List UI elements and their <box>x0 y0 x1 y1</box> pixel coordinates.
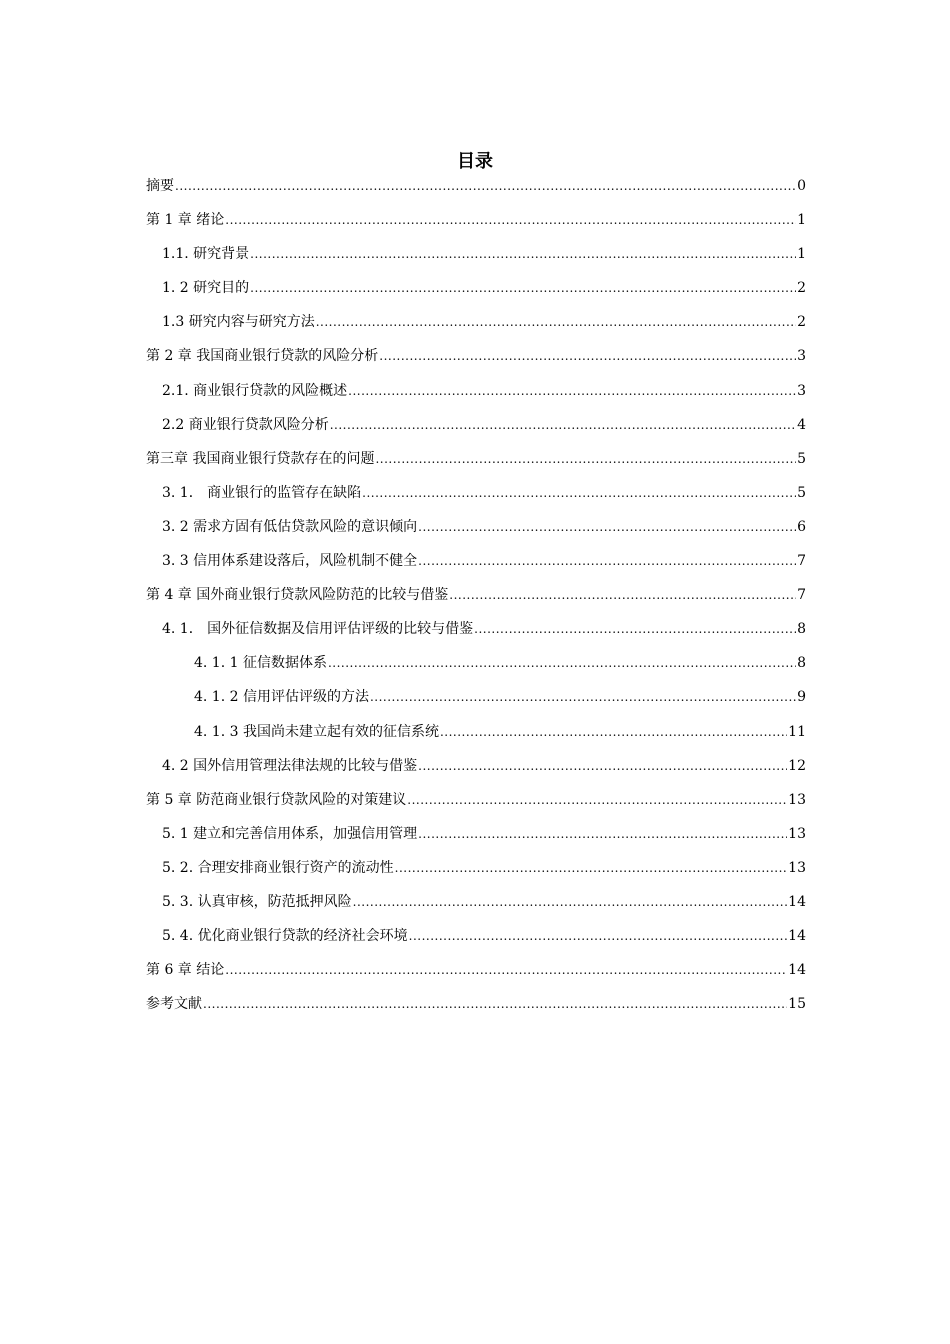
toc-entry-label: 第 4 章 国外商业银行贷款风险防范的比较与借鉴 <box>146 587 449 604</box>
toc-entry-label: 4. 1. 1 征信数据体系 <box>194 655 327 672</box>
toc-entry-page-number: 2 <box>797 314 806 331</box>
toc-dot-leader <box>418 549 796 573</box>
toc-entry-label: 2.2 商业银行贷款风险分析 <box>162 416 329 433</box>
toc-dot-leader <box>474 617 796 641</box>
toc-entry-page-number: 14 <box>788 893 806 910</box>
toc-dot-leader <box>250 242 796 266</box>
toc-entry[interactable] <box>146 549 806 583</box>
toc-entry-label: 1.1. 研究背景 <box>162 246 250 263</box>
toc-dot-leader <box>379 344 796 368</box>
toc-entry-label: 4. 1. 2 信用评估评级的方法 <box>194 689 369 706</box>
toc-entry[interactable] <box>146 515 806 549</box>
toc-entry-label: 5. 4. 优化商业银行贷款的经济社会环境 <box>162 928 408 945</box>
toc-title: 目录 <box>457 151 493 172</box>
toc-entry[interactable] <box>146 242 806 276</box>
toc-dot-leader <box>203 992 787 1016</box>
toc-entry-page-number: 13 <box>788 791 806 808</box>
toc-entry-label: 4. 2 国外信用管理法律法规的比较与借鉴 <box>162 757 418 774</box>
toc-dot-leader <box>316 310 796 334</box>
toc-entry[interactable] <box>146 651 806 685</box>
toc-dot-leader <box>418 822 787 846</box>
toc-entry-page-number: 6 <box>797 518 806 535</box>
toc-entry-label: 3. 1． 商业银行的监管存在缺陷 <box>162 484 362 501</box>
toc-entry[interactable] <box>146 958 806 992</box>
toc-entry-label: 5. 3. 认真审核，防范抵押风险 <box>162 893 352 910</box>
toc-entry[interactable] <box>146 481 806 515</box>
toc-dot-leader <box>362 481 796 505</box>
toc-dot-leader <box>250 276 796 300</box>
toc-entry-label: 摘要 <box>146 178 174 194</box>
table-of-contents <box>146 174 806 1026</box>
toc-entry-label: 第 1 章 绪论 <box>146 212 225 229</box>
toc-entry[interactable] <box>146 992 806 1026</box>
toc-entry-page-number: 7 <box>797 587 806 604</box>
toc-entry-label: 5. 2. 合理安排商业银行资产的流动性 <box>162 859 394 876</box>
toc-entry-label: 3. 3 信用体系建设落后，风险机制不健全 <box>162 553 418 570</box>
toc-dot-leader <box>418 754 787 778</box>
toc-entry[interactable] <box>146 822 806 856</box>
toc-dot-leader <box>449 583 796 607</box>
toc-entry-page-number: 9 <box>797 689 806 706</box>
toc-entry[interactable] <box>146 276 806 310</box>
toc-entry-page-number: 14 <box>788 962 806 979</box>
toc-entry-label: 4. 1. 3 我国尚未建立起有效的征信系统 <box>194 723 439 740</box>
toc-entry[interactable] <box>146 447 806 481</box>
toc-entry-page-number: 13 <box>788 825 806 842</box>
toc-dot-leader <box>353 890 788 914</box>
toc-dot-leader <box>395 856 788 880</box>
toc-entry-page-number: 14 <box>788 928 806 945</box>
toc-entry-page-number: 0 <box>797 178 806 194</box>
toc-dot-leader <box>175 174 796 198</box>
toc-entry[interactable] <box>146 685 806 719</box>
toc-entry-page-number: 2 <box>797 280 806 297</box>
toc-entry-label: 4. 1． 国外征信数据及信用评估评级的比较与借鉴 <box>162 621 474 638</box>
toc-entry-page-number: 12 <box>788 757 806 774</box>
toc-entry-page-number: 11 <box>788 723 806 740</box>
toc-entry-label: 第三章 我国商业银行贷款存在的问题 <box>146 450 375 467</box>
toc-entry-page-number: 5 <box>797 484 806 501</box>
toc-dot-leader <box>370 685 796 709</box>
toc-entry[interactable] <box>146 344 806 378</box>
toc-entry[interactable] <box>146 856 806 890</box>
toc-entry[interactable] <box>146 174 806 208</box>
toc-dot-leader <box>440 720 787 744</box>
toc-dot-leader <box>225 958 787 982</box>
toc-dot-leader <box>225 208 796 232</box>
toc-entry-page-number: 8 <box>797 655 806 672</box>
toc-entry-page-number: 3 <box>797 348 806 365</box>
toc-dot-leader <box>348 379 796 403</box>
toc-entry-page-number: 1 <box>797 246 806 263</box>
toc-entry-page-number: 5 <box>797 450 806 467</box>
toc-entry[interactable] <box>146 583 806 617</box>
toc-entry-label: 5. 1 建立和完善信用体系，加强信用管理 <box>162 825 418 842</box>
toc-entry-label: 第 6 章 结论 <box>146 962 225 979</box>
toc-entry[interactable] <box>146 379 806 413</box>
toc-entry[interactable] <box>146 754 806 788</box>
toc-dot-leader <box>328 651 796 675</box>
toc-entry[interactable] <box>146 208 806 242</box>
toc-dot-leader <box>418 515 796 539</box>
toc-entry-label: 第 2 章 我国商业银行贷款的风险分析 <box>146 348 379 365</box>
toc-entry-page-number: 1 <box>797 212 806 229</box>
toc-entry-page-number: 13 <box>788 859 806 876</box>
toc-entry[interactable] <box>146 890 806 924</box>
toc-entry[interactable] <box>146 788 806 822</box>
toc-entry-label: 1. 2 研究目的 <box>162 280 250 297</box>
toc-entry-label: 参考文献 <box>146 996 202 1013</box>
toc-entry-page-number: 3 <box>797 382 806 399</box>
toc-entry[interactable] <box>146 720 806 754</box>
toc-entry-label: 第 5 章 防范商业银行贷款风险的对策建议 <box>146 791 407 808</box>
toc-entry-page-number: 8 <box>797 621 806 638</box>
toc-entry-label: 3. 2 需求方固有低估贷款风险的意识倾向 <box>162 518 418 535</box>
toc-dot-leader <box>375 447 796 471</box>
toc-dot-leader <box>409 924 788 948</box>
toc-entry-label: 2.1. 商业银行贷款的风险概述 <box>162 382 348 399</box>
toc-entry-page-number: 4 <box>797 416 806 433</box>
toc-entry[interactable] <box>146 413 806 447</box>
toc-entry-label: 1.3 研究内容与研究方法 <box>162 314 315 331</box>
toc-entry[interactable] <box>146 310 806 344</box>
toc-dot-leader <box>330 413 796 437</box>
toc-entry[interactable] <box>146 617 806 651</box>
toc-entry-page-number: 7 <box>797 553 806 570</box>
toc-dot-leader <box>407 788 787 812</box>
toc-entry[interactable] <box>146 924 806 958</box>
toc-entry-page-number: 15 <box>788 996 806 1013</box>
